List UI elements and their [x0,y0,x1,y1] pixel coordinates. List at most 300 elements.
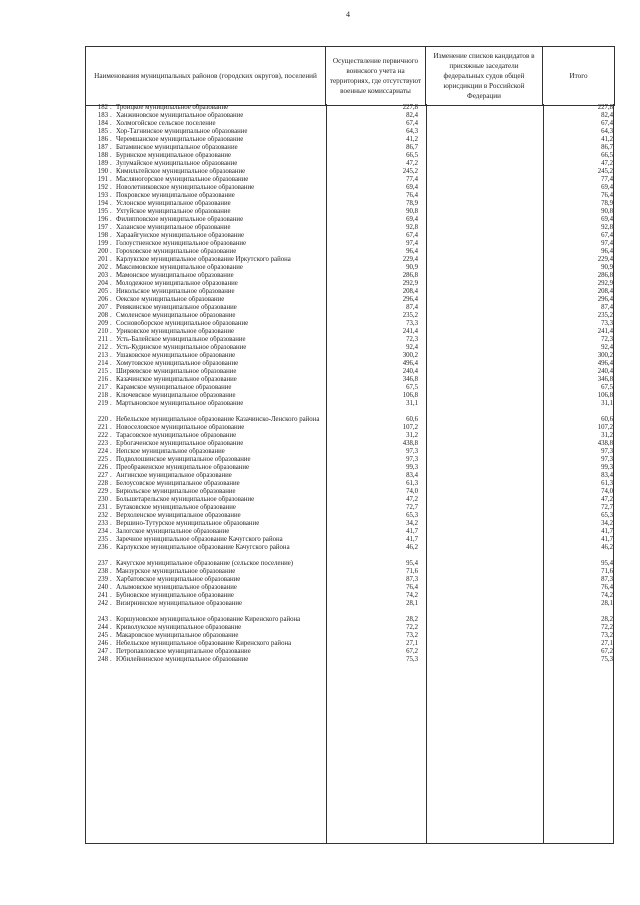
table-row [86,360,613,368]
row-number-dot: . [110,488,112,495]
municipality-name: Петропавловское муниципальное образование [116,648,251,655]
table-row [86,552,613,568]
military-registration-value: 47,2 [406,496,418,503]
row-number-dot: . [110,312,112,319]
row-number: 183 [97,112,108,119]
military-registration-value: 96,4 [406,248,418,255]
table-row [86,160,613,168]
total-value: 90,8 [601,208,613,215]
municipality-name: Макаровское муниципальное образование [116,632,239,639]
table-row [86,208,613,216]
row-number-dot: . [110,592,112,599]
row-number: 238 [97,568,108,575]
row-number: 239 [97,576,108,583]
row-number-dot: . [110,176,112,183]
table-row [86,504,613,512]
table-row [86,320,613,328]
row-number: 206 [97,296,108,303]
page-number: 4 [346,10,350,19]
municipality-name: Услонское муниципальное образование [116,200,231,207]
table-row [86,152,613,160]
military-registration-value: 69,4 [406,184,418,191]
row-number-dot: . [110,288,112,295]
military-registration-value: 208,4 [402,288,418,295]
row-number-dot: . [110,224,112,231]
row-number-dot: . [110,456,112,463]
table-row [86,528,613,536]
military-registration-value: 71,6 [406,568,418,575]
total-value: 73,2 [601,632,613,639]
municipality-name: Бутаковское муниципальное образование [116,504,236,511]
military-registration-value: 41,7 [406,528,418,535]
row-number-dot: . [110,520,112,527]
total-value: 438,8 [597,440,613,447]
total-value: 47,2 [601,160,613,167]
row-number-dot: . [110,472,112,479]
row-number-dot: . [110,600,112,607]
total-value: 72,3 [601,336,613,343]
military-registration-value: 86,7 [406,144,418,151]
total-value: 34,2 [601,520,613,527]
row-number-dot: . [110,128,112,135]
table-row [86,536,613,544]
row-number: 231 [97,504,108,511]
military-registration-value: 67,5 [406,384,418,391]
municipality-name: Ербогаченское муниципальное образование [116,440,244,447]
table-row [86,288,613,296]
row-number: 233 [97,520,108,527]
row-number: 193 [97,192,108,199]
municipality-name: Большетарельское муниципальное образование [116,496,255,503]
military-registration-value: 41,2 [406,136,418,143]
table-row [86,296,613,304]
total-value: 92,8 [601,224,613,231]
total-value: 65,3 [601,512,613,519]
municipality-name: Новолетниковское муниципальное образование [116,184,255,191]
table-row [86,216,613,224]
municipality-name: Смоленское муниципальное образование [116,312,236,319]
table-row [86,576,613,584]
row-number: 229 [97,488,108,495]
military-registration-value: 76,4 [406,192,418,199]
row-number-dot: . [110,504,112,511]
municipality-name: Кимильтейское муниципальное образование [116,168,246,175]
row-number-dot: . [110,392,112,399]
row-number-dot: . [110,104,112,111]
municipality-name: Манзурское муниципальное образование [116,568,236,575]
total-value: 97,4 [601,240,613,247]
military-registration-value: 78,9 [406,200,418,207]
table-row [86,584,613,592]
military-registration-value: 28,1 [406,600,418,607]
total-value: 97,3 [601,456,613,463]
military-registration-value: 73,2 [406,632,418,639]
total-value: 76,4 [601,584,613,591]
municipality-name: Ширяевское муниципальное образование [116,368,237,375]
total-value: 106,8 [597,392,613,399]
row-number-dot: . [110,120,112,127]
table-row [86,136,613,144]
military-registration-value: 292,9 [402,280,418,287]
military-registration-value: 61,3 [406,480,418,487]
total-value: 67,4 [601,232,613,239]
military-registration-value: 65,3 [406,512,418,519]
total-value: 227,8 [597,104,613,111]
row-number-dot: . [110,656,112,663]
row-number-dot: . [110,112,112,119]
military-registration-value: 34,2 [406,520,418,527]
row-number: 223 [97,440,108,447]
municipality-name: Бубновское муниципальное образование [116,592,234,599]
municipality-name: Карлукское муниципальное образование Качугского района [116,544,290,551]
total-value: 67,4 [601,120,613,127]
row-number: 188 [97,152,108,159]
municipality-name: Хараайгунское муниципальное образование [116,232,245,239]
military-registration-value: 107,2 [402,424,418,431]
municipality-name: Ушаковское муниципальное образование [116,352,236,359]
military-registration-value: 245,2 [402,168,418,175]
row-number: 189 [97,160,108,167]
total-value: 87,3 [601,576,613,583]
total-value: 75,3 [601,656,613,663]
total-value: 69,4 [601,184,613,191]
row-number: 221 [97,424,108,431]
table-row [86,464,613,472]
municipality-name: Уриковское муниципальное образование [116,328,234,335]
military-registration-value: 73,3 [406,320,418,327]
total-value: 107,2 [597,424,613,431]
row-number: 184 [97,120,108,127]
row-number-dot: . [110,512,112,519]
row-number: 222 [97,432,108,439]
row-number-dot: . [110,632,112,639]
total-value: 296,4 [597,296,613,303]
table-row [86,512,613,520]
column-header-name: Наименования муниципальных районов (городских округов), поселений [86,47,326,106]
total-value: 240,4 [597,368,613,375]
municipality-name: Вершино-Тутурское муниципальное образование [116,520,260,527]
table-row [86,336,613,344]
total-value: 74,0 [601,488,613,495]
row-number: 248 [97,656,108,663]
military-registration-value: 92,4 [406,344,418,351]
military-registration-value: 69,4 [406,216,418,223]
total-value: 300,2 [597,352,613,359]
row-number-dot: . [110,544,112,551]
table-row [86,432,613,440]
table-row [86,272,613,280]
municipality-name: Ревякинское муниципальное образование [116,304,237,311]
column-divider [426,104,427,843]
table-row [86,424,613,432]
total-value: 78,9 [601,200,613,207]
row-number: 186 [97,136,108,143]
total-value: 87,4 [601,304,613,311]
municipality-name: Сосновоборское муниципальное образование [116,320,249,327]
table-row [86,240,613,248]
total-value: 235,2 [597,312,613,319]
table-row [86,248,613,256]
municipality-name: Зулумайское муниципальное образование [116,160,238,167]
table-row [86,344,613,352]
row-number-dot: . [110,352,112,359]
row-number: 243 [97,616,108,623]
military-registration-value: 31,1 [406,400,418,407]
military-registration-value: 46,2 [406,544,418,551]
total-value: 31,1 [601,400,613,407]
municipality-name: Ханжиновское муниципальное образование [116,112,244,119]
total-value: 61,3 [601,480,613,487]
row-number: 246 [97,640,108,647]
total-value: 82,4 [601,112,613,119]
total-value: 71,6 [601,568,613,575]
row-number: 214 [97,360,108,367]
row-number-dot: . [110,192,112,199]
table-row [86,328,613,336]
total-value: 77,4 [601,176,613,183]
row-number: 245 [97,632,108,639]
table-row [86,648,613,656]
military-registration-value: 97,4 [406,240,418,247]
municipality-name: Буринское муниципальное образование [116,152,232,159]
row-number-dot: . [110,464,112,471]
row-number: 230 [97,496,108,503]
row-number: 210 [97,328,108,335]
column-header-total: Итого [543,47,615,106]
municipality-name: Усть-Кудинское муниципальное образование [116,344,247,351]
row-number-dot: . [110,400,112,407]
row-number: 192 [97,184,108,191]
row-number: 224 [97,448,108,455]
military-registration-value: 97,3 [406,456,418,463]
row-number-dot: . [110,144,112,151]
column-divider [326,104,327,843]
table-row [86,608,613,624]
row-number-dot: . [110,368,112,375]
row-number-dot: . [110,328,112,335]
total-value: 27,1 [601,640,613,647]
column-header-military-registration: Осуществление первичного воинского учета на территориях, где отсутствуют военные комиссариаты [326,47,426,106]
row-number-dot: . [110,280,112,287]
military-registration-value: 438,8 [402,440,418,447]
total-value: 292,9 [597,280,613,287]
table-row [86,640,613,648]
row-number: 204 [97,280,108,287]
row-number-dot: . [110,536,112,543]
military-registration-value: 47,2 [406,160,418,167]
table-row [86,520,613,528]
column-header-juror-lists: Изменение списков кандидатов в присяжные заседатели федеральных судов общей юрисдикции в Российской Федерации [426,47,543,106]
municipality-name: Ангинское муниципальное образование [116,472,232,479]
total-value: 346,8 [597,376,613,383]
military-registration-value: 77,4 [406,176,418,183]
municipality-name: Залогское муниципальное образование [116,528,230,535]
municipality-name: Масляногорское муниципальное образование [116,176,249,183]
row-number-dot: . [110,304,112,311]
total-value: 60,6 [601,416,613,423]
municipality-name: Покровское муниципальное образование [116,192,235,199]
row-number-dot: . [110,360,112,367]
table-row [86,624,613,632]
table-row [86,128,613,136]
municipality-name: Усть-Балейское муниципальное образование [116,336,246,343]
total-value: 99,3 [601,464,613,471]
military-registration-value: 67,4 [406,120,418,127]
military-registration-value: 27,1 [406,640,418,647]
military-registration-value: 106,8 [402,392,418,399]
total-value: 67,5 [601,384,613,391]
row-number-dot: . [110,320,112,327]
municipality-name: Оекское муниципальное образование [116,296,225,303]
table-row [86,448,613,456]
row-number: 197 [97,224,108,231]
military-registration-value: 74,0 [406,488,418,495]
military-registration-value: 76,4 [406,584,418,591]
row-number: 209 [97,320,108,327]
total-value: 64,3 [601,128,613,135]
military-registration-value: 87,4 [406,304,418,311]
military-registration-value: 92,8 [406,224,418,231]
row-number-dot: . [110,264,112,271]
row-number: 225 [97,456,108,463]
military-registration-value: 75,3 [406,656,418,663]
row-number: 211 [98,336,108,343]
military-registration-value: 72,2 [406,624,418,631]
table-row [86,600,613,608]
military-registration-value: 28,2 [406,616,418,623]
row-number: 208 [97,312,108,319]
row-number: 207 [97,304,108,311]
row-number-dot: . [110,376,112,383]
table-row [86,280,613,288]
row-number-dot: . [110,432,112,439]
row-number-dot: . [110,216,112,223]
row-number: 190 [97,168,108,175]
row-number: 212 [97,344,108,351]
military-registration-value: 87,3 [406,576,418,583]
row-number: 232 [97,512,108,519]
row-number: 242 [97,600,108,607]
row-number-dot: . [110,648,112,655]
military-registration-value: 41,7 [406,536,418,543]
table-row [86,144,613,152]
municipality-name: Казачинское муниципальное образование [116,376,237,383]
total-value: 69,4 [601,216,613,223]
military-registration-value: 60,6 [406,416,418,423]
municipality-name: Максимовское муниципальное образование [116,264,243,271]
table-row [86,376,613,384]
row-number: 226 [97,464,108,471]
row-number: 182 [97,104,108,111]
table-row [86,168,613,176]
table-row [86,256,613,264]
municipality-name: Хомутовское муниципальное образование [116,360,239,367]
military-registration-value: 64,3 [406,128,418,135]
municipality-name: Ухтуйское муниципальное образование [116,208,231,215]
municipality-name: Верхоленское муниципальное образование [116,512,241,519]
row-number-dot: . [110,528,112,535]
military-registration-value: 83,4 [406,472,418,479]
military-registration-value: 229,4 [402,256,418,263]
row-number-dot: . [110,208,112,215]
total-value: 241,4 [597,328,613,335]
municipality-name: Заречное муниципальное образование Качугского района [116,536,283,543]
table-row [86,496,613,504]
table-row [86,632,613,640]
row-number-dot: . [110,448,112,455]
table-row [86,392,613,400]
table-row [86,368,613,376]
total-value: 41,7 [601,536,613,543]
row-number: 220 [97,416,108,423]
row-number-dot: . [110,296,112,303]
table-row [86,440,613,448]
municipality-name: Троицкое муниципальное образование [116,104,229,111]
row-number: 218 [97,392,108,399]
row-number-dot: . [110,496,112,503]
row-number: 205 [97,288,108,295]
total-value: 41,2 [601,136,613,143]
municipality-name: Преображенское муниципальное образование [116,464,250,471]
table-row [86,224,613,232]
table-row [86,480,613,488]
total-value: 97,3 [601,448,613,455]
municipality-name: Бирюльское муниципальное образование [116,488,236,495]
municipality-name: Холмогойское сельское поселение [116,120,216,127]
total-value: 208,4 [597,288,613,295]
military-registration-value: 31,2 [406,432,418,439]
total-value: 73,3 [601,320,613,327]
municipality-name: Небельское муниципальное образование Казачинско-Ленского района [116,416,320,423]
row-number-dot: . [110,640,112,647]
table-row [86,472,613,480]
table-row [86,264,613,272]
table-row [86,456,613,464]
municipality-name: Карлукское муниципальное образование Иркутского района [116,256,291,263]
row-number: 213 [97,352,108,359]
municipality-name: Ключевское муниципальное образование [116,392,236,399]
table-row [86,112,613,120]
military-registration-value: 82,4 [406,112,418,119]
military-registration-value: 90,9 [406,264,418,271]
military-registration-value: 67,2 [406,648,418,655]
municipality-name: Криволукское муниципальное образование [116,624,242,631]
municipality-name: Мартыновское муниципальное образование [116,400,244,407]
total-value: 72,2 [601,624,613,631]
row-number-dot: . [110,424,112,431]
total-value: 67,2 [601,648,613,655]
row-number-dot: . [110,248,112,255]
row-number-dot: . [110,560,112,567]
total-value: 41,7 [601,528,613,535]
military-registration-value: 496,4 [402,360,418,367]
military-registration-value: 66,5 [406,152,418,159]
row-number: 217 [97,384,108,391]
row-number: 191 [97,176,108,183]
row-number: 240 [97,584,108,591]
row-number: 185 [97,128,108,135]
municipality-name: Харбатовское муниципальное образование [116,576,241,583]
row-number-dot: . [110,272,112,279]
row-number: 201 [97,256,108,263]
table-row [86,104,613,112]
table-row [86,408,613,424]
row-number-dot: . [110,568,112,575]
total-value: 76,4 [601,192,613,199]
military-registration-value: 97,3 [406,448,418,455]
total-value: 245,2 [597,168,613,175]
municipality-name: Коршуновское муниципальное образование Киренского района [116,616,301,623]
